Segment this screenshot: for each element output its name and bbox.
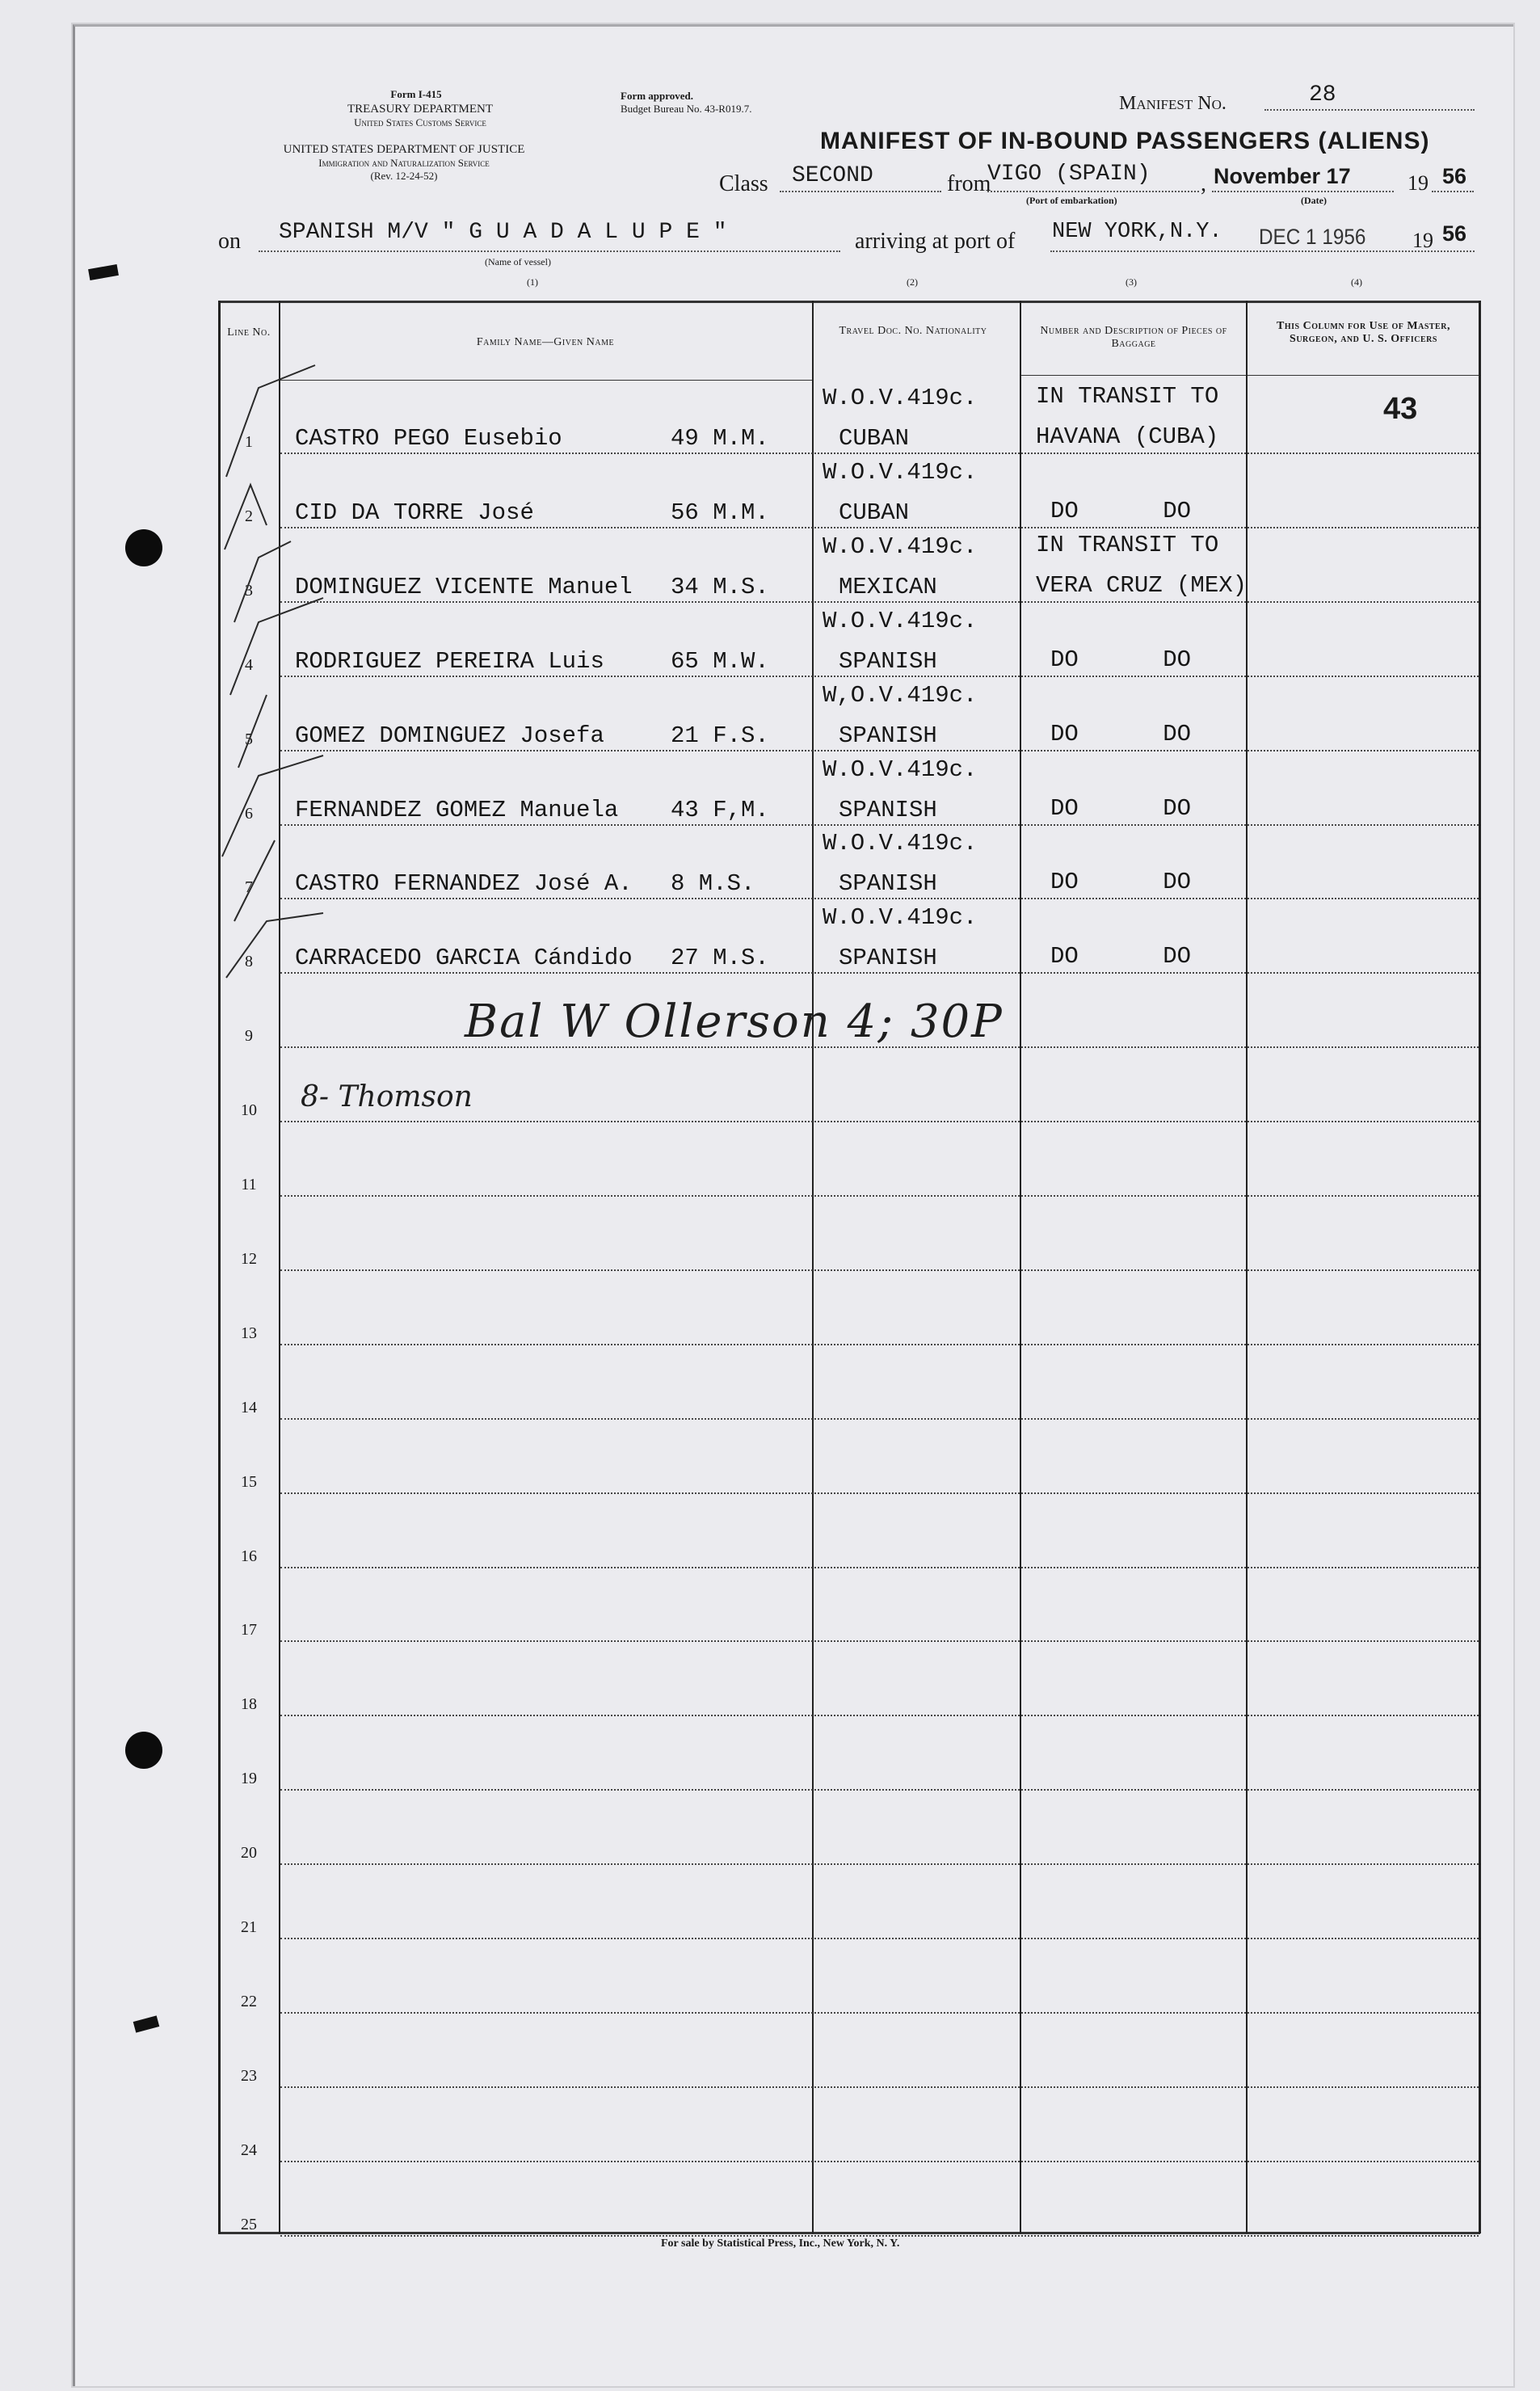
header-bottom-border: [279, 380, 812, 381]
punch-hole-top: [125, 529, 162, 566]
justice-dept: UNITED STATES DEPARTMENT OF JUSTICE: [283, 143, 525, 156]
revision-date: (Rev. 12-24-52): [370, 170, 438, 182]
handwritten-note-line10: 8- Thomson: [301, 1080, 473, 1113]
check-marks: [202, 356, 347, 986]
row-rule: [280, 2012, 1479, 2014]
baggage-line-2: DO DO: [1050, 794, 1192, 822]
col-num-4: (4): [1351, 276, 1362, 288]
row-rule: [280, 1567, 1479, 1568]
nationality: SPANISH: [839, 796, 937, 823]
col-header-line: Line No.: [227, 326, 271, 339]
line-number: 4: [245, 655, 253, 674]
arrival-year: 56: [1442, 221, 1467, 246]
line-number: 13: [241, 1324, 257, 1342]
row-rule: [280, 1269, 1479, 1271]
embark-year-prefix: 19: [1407, 171, 1428, 195]
row-rule: [280, 824, 1479, 826]
row-rule: [280, 1492, 1479, 1494]
nationality: SPANISH: [839, 870, 937, 898]
punch-hole-bottom: [125, 1732, 162, 1769]
line-number: 14: [241, 1398, 257, 1416]
vessel-caption: (Name of vessel): [485, 256, 551, 267]
nationality: CUBAN: [839, 499, 910, 526]
line-number: 21: [241, 1918, 257, 1936]
line-number: 19: [241, 1770, 257, 1788]
nationality: SPANISH: [839, 647, 937, 675]
baggage-line-2: DO DO: [1050, 646, 1192, 673]
passenger-age-sex: 27 M.S.: [671, 945, 769, 972]
port-of-embarkation: VIGO (SPAIN): [987, 162, 1151, 187]
baggage-line-1: IN TRANSIT TO: [1036, 531, 1219, 558]
nationality: SPANISH: [839, 945, 937, 972]
embark-date: November 17: [1214, 164, 1351, 188]
line-number: 6: [245, 804, 253, 823]
passenger-age-sex: 43 F,M.: [671, 796, 769, 823]
row-rule: [280, 1640, 1479, 1642]
line-number: 1: [245, 433, 253, 451]
passenger-name: FERNANDEZ GOMEZ Manuela: [295, 796, 619, 823]
from-label: from: [947, 171, 991, 196]
header-bottom-border-2: [1020, 375, 1480, 376]
handwritten-note-line9: Bal W Ollerson 4; 30P: [465, 996, 1004, 1048]
col-header-officers: This Column for Use of Master, Surgeon, and U. S. Officers: [1277, 320, 1450, 345]
nationality: MEXICAN: [839, 573, 937, 600]
row-rule: [280, 453, 1479, 454]
line-number: 9: [245, 1027, 253, 1046]
col-num-3: (3): [1126, 276, 1137, 288]
row-rule: [280, 2086, 1479, 2088]
travel-doc-no: W,O.V.419c.: [823, 681, 978, 709]
on-label: on: [218, 229, 241, 254]
row-rule: [280, 1195, 1479, 1197]
manifest-no-line: [1264, 109, 1475, 111]
row-rule: [280, 527, 1479, 528]
passenger-name: CARRACEDO GARCIA Cándido: [295, 945, 633, 972]
arriving-label: arriving at port of: [855, 229, 1016, 254]
date-line: [1212, 191, 1394, 192]
year-line: [1432, 191, 1474, 192]
line-number: 17: [241, 1621, 257, 1640]
manifest-no-label: Manifest No.: [1119, 93, 1227, 114]
passenger-name: GOMEZ DOMINGUEZ Josefa: [295, 722, 604, 749]
row-rule: [280, 676, 1479, 677]
row-rule: [280, 1938, 1479, 1939]
col-header-travel: Travel Doc. No. Nationality: [839, 325, 987, 337]
baggage-line-2: DO DO: [1050, 720, 1192, 747]
row-rule: [280, 1121, 1479, 1122]
line-number: 25: [241, 2215, 257, 2233]
port-line: [987, 191, 1199, 192]
col-num-1: (1): [527, 276, 538, 288]
col-header-baggage: Number and Description of Pieces of Baggage: [1040, 325, 1227, 350]
line-number: 24: [241, 2141, 257, 2159]
baggage-line-2: DO DO: [1050, 869, 1192, 896]
travel-doc-no: W.O.V.419c.: [823, 607, 978, 634]
row-rule: [280, 601, 1479, 603]
class-line: [780, 191, 941, 192]
baggage-line-2: DO DO: [1050, 497, 1192, 524]
row-rule: [280, 1789, 1479, 1791]
embark-year: 56: [1442, 164, 1467, 188]
line-number: 16: [241, 1547, 257, 1565]
line-number: 20: [241, 1844, 257, 1863]
date-caption: (Date): [1301, 195, 1327, 206]
treasury-dept: TREASURY DEPARTMENT: [347, 103, 494, 116]
row-rule: [280, 1863, 1479, 1865]
vessel-name: SPANISH M/V " G U A D A L U P E ": [279, 220, 727, 245]
line-number: 22: [241, 1992, 257, 2010]
baggage-line-1: IN TRANSIT TO: [1036, 383, 1219, 410]
nationality: SPANISH: [839, 722, 937, 749]
class-label: Class: [719, 171, 768, 196]
officer-count: 43: [1383, 392, 1418, 426]
port-caption: (Port of embarkation): [1026, 195, 1117, 206]
col-border-doc: [1020, 301, 1021, 2233]
baggage-line-2: VERA CRUZ (MEX): [1036, 571, 1248, 599]
passenger-age-sex: 56 M.M.: [671, 499, 769, 526]
passenger-name: CID DA TORRE José: [295, 499, 534, 526]
travel-doc-no: W.O.V.419c.: [823, 904, 978, 932]
passenger-age-sex: 65 M.W.: [671, 647, 769, 675]
footer-imprint: For sale by Statistical Press, Inc., New York, N. Y.: [661, 2237, 900, 2250]
row-rule: [280, 2161, 1479, 2162]
row-rule: [280, 1715, 1479, 1716]
col-num-2: (2): [907, 276, 918, 288]
form-approved: Form approved.: [621, 90, 694, 102]
passenger-age-sex: 34 M.S.: [671, 573, 769, 600]
travel-doc-no: W.O.V.419c.: [823, 533, 978, 560]
customs-service: United States Customs Service: [354, 116, 486, 128]
table-bottom-border: [218, 2232, 1480, 2234]
col-border-name: [812, 301, 814, 2233]
line-number: 5: [245, 730, 253, 748]
manifest-title: MANIFEST OF IN-BOUND PASSENGERS (ALIENS): [820, 128, 1430, 154]
travel-doc-no: W.O.V.419c.: [823, 756, 978, 783]
travel-doc-no: W.O.V.419c.: [823, 385, 978, 411]
line-number: 15: [241, 1472, 257, 1491]
vessel-line: [259, 250, 840, 252]
arrival-port: NEW YORK,N.Y.: [1052, 220, 1222, 244]
passenger-age-sex: 49 M.M.: [671, 425, 769, 452]
line-number: 12: [241, 1249, 257, 1268]
line-number: 8: [245, 953, 253, 971]
col-border-right: [1479, 301, 1481, 2233]
passenger-name: RODRIGUEZ PEREIRA Luis: [295, 647, 604, 675]
passenger-age-sex: 21 F.S.: [671, 722, 769, 749]
comma: ,: [1201, 171, 1206, 196]
row-rule: [280, 1344, 1479, 1345]
passenger-name: CASTRO FERNANDEZ José A.: [295, 870, 633, 898]
line-number: 23: [241, 2066, 257, 2085]
immigration-service: Immigration and Naturalization Service: [318, 157, 490, 169]
line-number: 3: [245, 581, 253, 600]
nationality: CUBAN: [839, 425, 910, 452]
budget-bureau: Budget Bureau No. 43-R019.7.: [621, 103, 752, 115]
line-number: 2: [245, 507, 253, 525]
row-rule: [280, 898, 1479, 899]
row-rule: [280, 972, 1479, 974]
manifest-no-value: 28: [1309, 82, 1336, 107]
class-value: SECOND: [792, 163, 873, 188]
baggage-line-2: DO DO: [1050, 943, 1192, 970]
arrival-stamp: DEC 1 1956: [1259, 225, 1366, 249]
passenger-name: CASTRO PEGO Eusebio: [295, 425, 562, 452]
baggage-line-2: HAVANA (CUBA): [1036, 423, 1219, 450]
line-number: 7: [245, 878, 253, 897]
row-rule: [280, 2235, 1479, 2237]
travel-doc-no: W.O.V.419c.: [823, 830, 978, 857]
line-number: 18: [241, 1695, 257, 1714]
table-top-border: [218, 301, 1480, 303]
passenger-name: DOMINGUEZ VICENTE Manuel: [295, 573, 633, 600]
row-rule: [280, 1418, 1479, 1420]
passenger-age-sex: 8 M.S.: [671, 870, 755, 898]
line-number: 10: [241, 1101, 257, 1120]
travel-doc-no: W.O.V.419c.: [823, 458, 978, 486]
row-rule: [280, 750, 1479, 751]
line-number: 11: [241, 1176, 257, 1193]
col-header-name: Family Name—Given Name: [476, 336, 615, 348]
arrival-year-prefix: 19: [1412, 229, 1433, 252]
form-number: Form I-415: [390, 88, 442, 100]
arrival-line: [1050, 250, 1475, 252]
